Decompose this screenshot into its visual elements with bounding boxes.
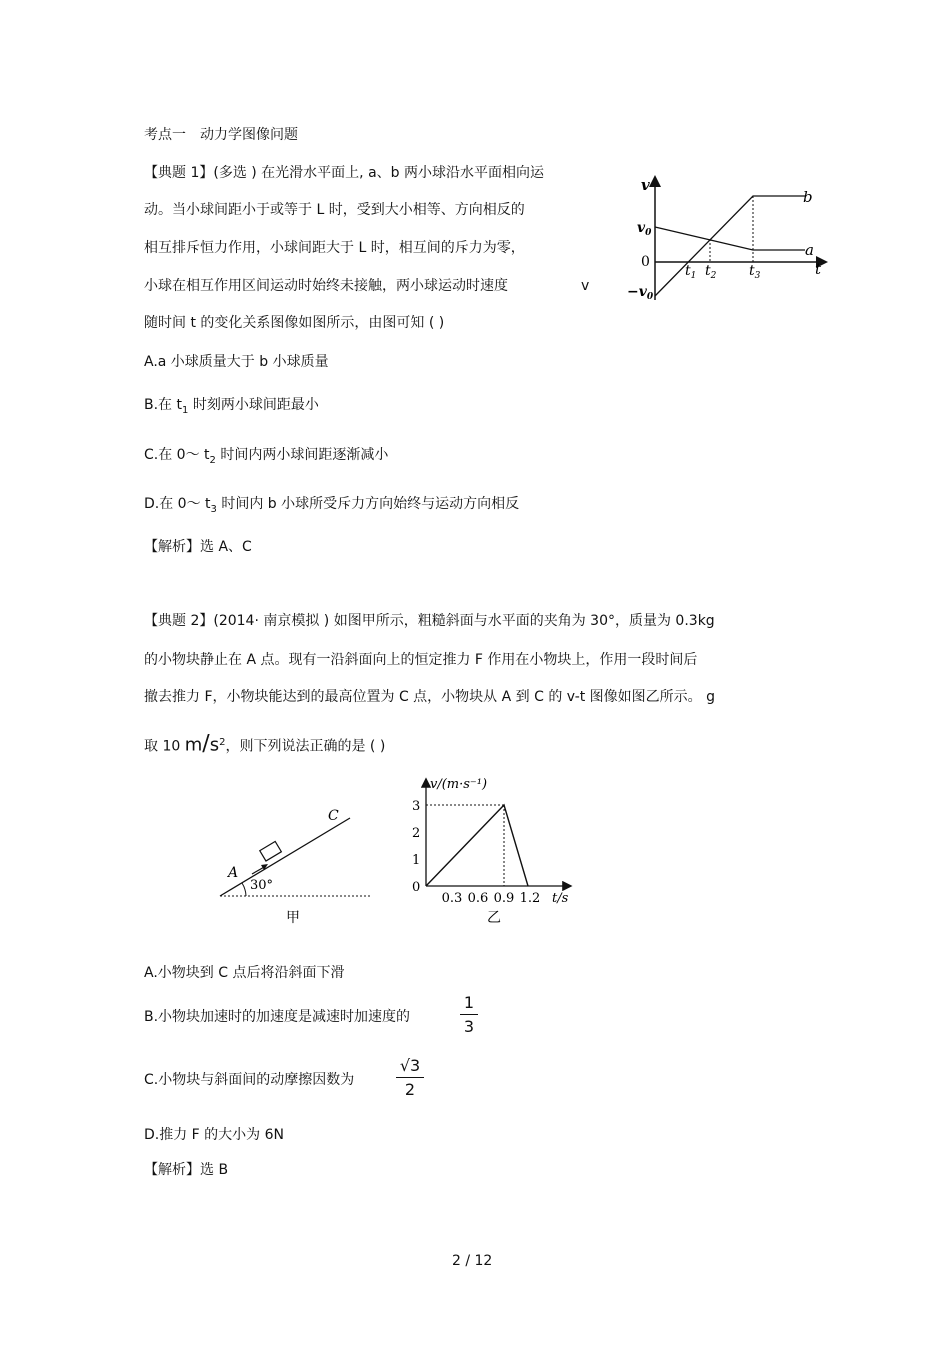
yi-y-tick-label: 0 <box>412 880 421 895</box>
yi-x-tick-label: 0.9 <box>493 891 515 906</box>
q1-origin-label: 0 <box>641 254 650 270</box>
q2-option-c: C.小物块与斜面间的动摩擦因数为 <box>144 1072 355 1088</box>
yi-x-label: t/s <box>552 891 569 906</box>
label-A: A <box>228 865 239 881</box>
q1-t2-label: $t_2$ <box>705 263 717 281</box>
q2-line-1: 【典题 2】(2014· 南京模拟 ) 如图甲所示，粗糙斜面与水平面的夹角为 30°，质量为 0.3kg <box>144 613 715 629</box>
block <box>260 841 282 861</box>
angle-arc <box>242 883 246 896</box>
q2-option-c-fraction: √3 2 <box>396 1056 424 1099</box>
yi-x-tick-label: 0.6 <box>467 891 489 906</box>
q2-option-b: B.小物块加速时的加速度是减速时加速度的 <box>144 1009 411 1025</box>
incline <box>220 818 350 896</box>
q2-line-4: 取 10 $m/s^2$，则下列说法正确的是 ( ) <box>144 731 386 757</box>
q1-v0-label: $v_0$ <box>637 220 652 238</box>
q1-option-a: A.a 小球质量大于 b 小球质量 <box>144 354 329 370</box>
q2-figure-jia <box>210 800 380 930</box>
q2-option-d: D.推力 F 的大小为 6N <box>144 1127 285 1143</box>
q1-v-symbol: v <box>581 278 590 294</box>
q2-option-b-fraction: 1 3 <box>460 993 478 1036</box>
q2-line-3: 撤去推力 F，小物块能达到的最高位置为 C 点，小物块从 A 到 C 的 v-t 图像如图乙所示。 g <box>144 689 716 705</box>
yi-series-v <box>426 805 528 886</box>
q2-answer: 【解析】选 B <box>144 1162 229 1178</box>
q1-vt-graph <box>615 170 845 310</box>
yi-y-ticks <box>412 799 420 895</box>
q2-figure-yi <box>400 770 590 930</box>
q1-series-b <box>655 196 805 296</box>
q2-option-a: A.小物块到 C 点后将沿斜面下滑 <box>144 965 345 981</box>
page-number: 2 / 12 <box>452 1253 493 1269</box>
caption-jia: 甲 <box>286 910 300 926</box>
q2-line-2: 的小物块静止在 A 点。现有一沿斜面向上的恒定推力 F 作用在小物块上，作用一段时间后 <box>144 652 698 668</box>
q1-option-d: D.在 0～ $t_3$ 时间内 b 小球所受斥力方向始终与运动方向相反 <box>144 496 520 515</box>
q1-label-a: a <box>805 241 814 259</box>
q1-label-b: b <box>803 188 813 206</box>
yi-y-label: v/(m·s⁻¹) <box>430 777 488 792</box>
q1-option-b: B.在 $t_1$ 时刻两小球间距最小 <box>144 397 319 416</box>
q1-t-axis-label: t <box>815 260 822 278</box>
angle-label: 30° <box>250 878 274 893</box>
section-title: 考点一 动力学图像问题 <box>144 127 298 143</box>
yi-x-tick-label: 0.3 <box>441 891 463 906</box>
q1-line-5: 随时间 t 的变化关系图像如图所示，由图可知 ( ) <box>144 315 445 331</box>
q1-neg-v0-label: $-v_0$ <box>627 284 654 302</box>
yi-x-tick-label: 1.2 <box>519 891 541 906</box>
q1-line-3: 相互排斥恒力作用，小球间距大于 L 时，相互间的斥力为零， <box>144 240 525 256</box>
q1-t3-label: $t_3$ <box>749 263 761 281</box>
q1-v-axis-label: v <box>641 176 650 194</box>
caption-yi: 乙 <box>487 910 501 926</box>
yi-y-tick-label: 2 <box>412 826 421 841</box>
q1-series-a <box>655 227 805 250</box>
yi-y-tick-label: 1 <box>412 853 421 868</box>
force-arrowhead <box>261 864 268 870</box>
label-C: C <box>328 808 339 824</box>
q1-option-c: C.在 0～ $t_2$ 时间内两小球间距逐渐减小 <box>144 447 389 466</box>
q1-t1-label: $t_1$ <box>685 263 697 281</box>
q1-line-2: 动。当小球间距小于或等于 L 时，受到大小相等、方向相反的 <box>144 202 525 218</box>
q1-answer: 【解析】选 A、C <box>144 539 252 555</box>
q1-line-1: 【典题 1】(多选 ) 在光滑水平面上, a、b 两小球沿水平面相向运 <box>144 165 544 181</box>
yi-y-tick-label: 3 <box>412 799 421 814</box>
q1-line-4: 小球在相互作用区间运动时始终未接触，两小球运动时速度 <box>144 278 508 294</box>
yi-x-ticks <box>442 891 541 906</box>
